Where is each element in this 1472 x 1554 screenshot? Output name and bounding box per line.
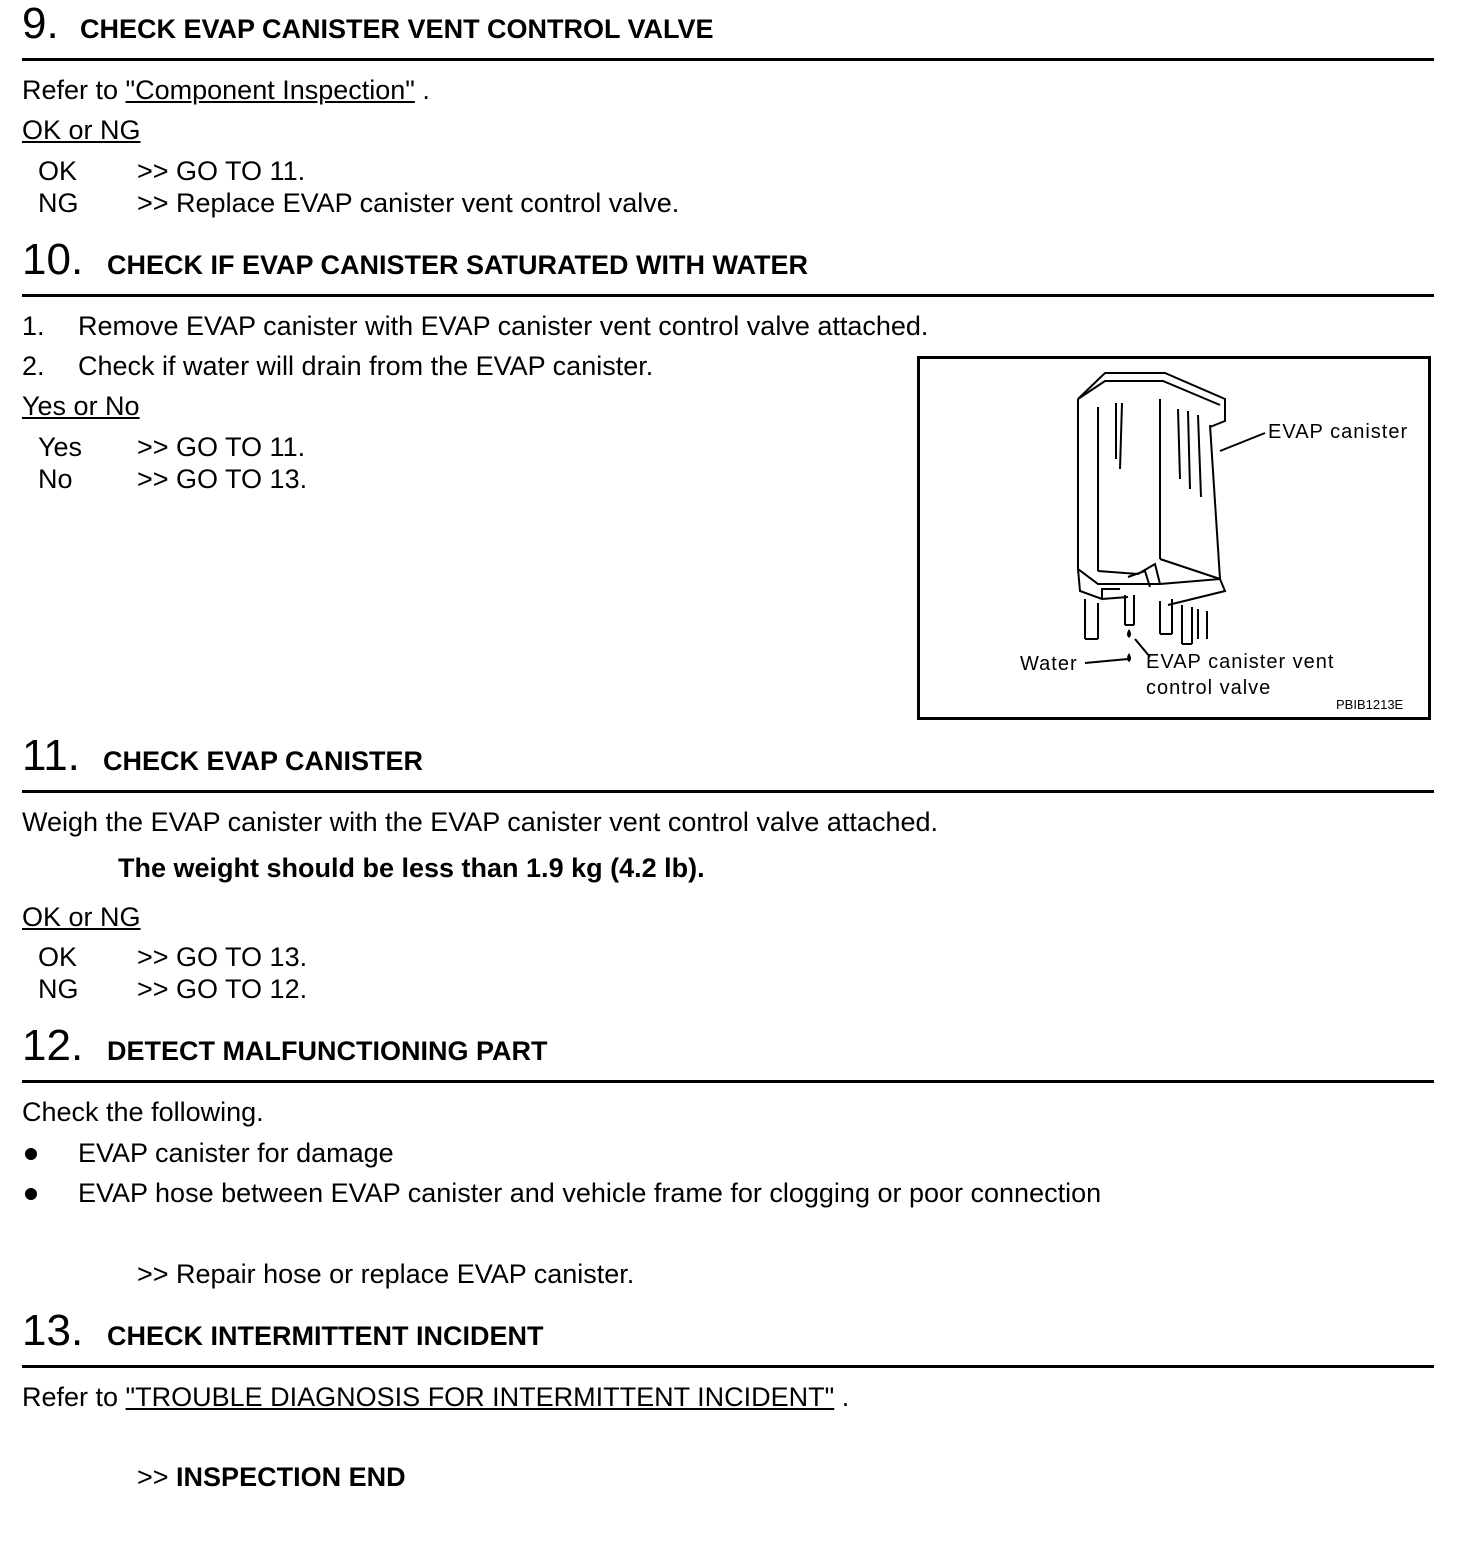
bullet-icon <box>25 1148 37 1160</box>
result-label: Yes or No <box>22 391 140 421</box>
result-label: OK or NG <box>22 902 141 932</box>
step-10-number: 10. <box>22 235 84 284</box>
result-key-no: No <box>38 464 73 494</box>
evap-canister-figure <box>917 356 1431 720</box>
refer-suffix: . <box>834 1382 850 1412</box>
result-key-yes: Yes <box>38 432 83 462</box>
result-label: OK or NG <box>22 115 141 145</box>
step-11-number: 11. <box>22 731 80 780</box>
result-action-ng: >> GO TO 12. <box>137 974 308 1004</box>
bullet-icon <box>25 1188 37 1200</box>
divider <box>22 1080 1434 1083</box>
repair-action: >> Repair hose or replace EVAP canister. <box>137 1259 635 1289</box>
label-vent-valve-2: control valve <box>1146 677 1272 699</box>
result-key-ok: OK <box>38 942 78 972</box>
step-9-number: 9. <box>22 0 59 48</box>
end-prefix: >> <box>137 1462 177 1492</box>
divider <box>22 294 1434 297</box>
inspection-end: INSPECTION END <box>176 1462 406 1492</box>
step-9-title: CHECK EVAP CANISTER VENT CONTROL VALVE <box>80 14 714 44</box>
bullet-item: EVAP canister for damage <box>78 1138 394 1168</box>
refer-line <box>22 1381 849 1413</box>
component-inspection-link[interactable]: "Component Inspection" <box>125 75 415 105</box>
intermittent-incident-link[interactable]: "TROUBLE DIAGNOSIS FOR INTERMITTENT INCIDENT" <box>125 1382 835 1412</box>
step-number: 2. <box>22 351 45 381</box>
result-key-ng: NG <box>38 974 79 1004</box>
result-key-ng: NG <box>38 188 79 218</box>
refer-prefix: Refer to <box>22 75 126 105</box>
result-action-yes: >> GO TO 11. <box>137 432 306 462</box>
label-vent-valve-1: EVAP canister vent <box>1146 651 1335 673</box>
divider <box>22 1365 1434 1368</box>
step-text: Remove EVAP canister with EVAP canister vent control valve attached. <box>78 311 929 341</box>
step-text: Check if water will drain from the EVAP canister. <box>78 351 654 381</box>
refer-prefix: Refer to <box>22 1382 126 1412</box>
refer-suffix: . <box>414 75 430 105</box>
step-12-number: 12. <box>22 1021 84 1070</box>
result-action-ok: >> GO TO 13. <box>137 942 308 972</box>
result-action-ng: >> Replace EVAP canister vent control valve. <box>137 188 680 218</box>
figure-code: PBIB1213E <box>1336 697 1404 712</box>
weight-spec: The weight should be less than 1.9 kg (4.2 lb). <box>118 853 705 883</box>
bullet-item: EVAP hose between EVAP canister and vehicle frame for clogging or poor connection <box>78 1178 1102 1208</box>
step-10-title: CHECK IF EVAP CANISTER SATURATED WITH WATER <box>107 250 808 280</box>
step-number: 1. <box>22 311 45 341</box>
divider <box>22 58 1434 61</box>
step-11-title: CHECK EVAP CANISTER <box>103 746 424 776</box>
divider <box>22 790 1434 793</box>
step-13-number: 13. <box>22 1306 84 1355</box>
inspection-end-line <box>137 1461 406 1493</box>
step-13-title: CHECK INTERMITTENT INCIDENT <box>107 1321 544 1351</box>
label-water: Water <box>1020 653 1078 675</box>
result-action-ok: >> GO TO 11. <box>137 156 306 186</box>
refer-line <box>22 74 430 106</box>
result-action-no: >> GO TO 13. <box>137 464 308 494</box>
label-evap-canister: EVAP canister <box>1268 421 1409 443</box>
step-12-title: DETECT MALFUNCTIONING PART <box>107 1036 548 1066</box>
intro-text: Check the following. <box>22 1097 264 1127</box>
instruction: Weigh the EVAP canister with the EVAP canister vent control valve attached. <box>22 807 938 837</box>
result-key-ok: OK <box>38 156 78 186</box>
